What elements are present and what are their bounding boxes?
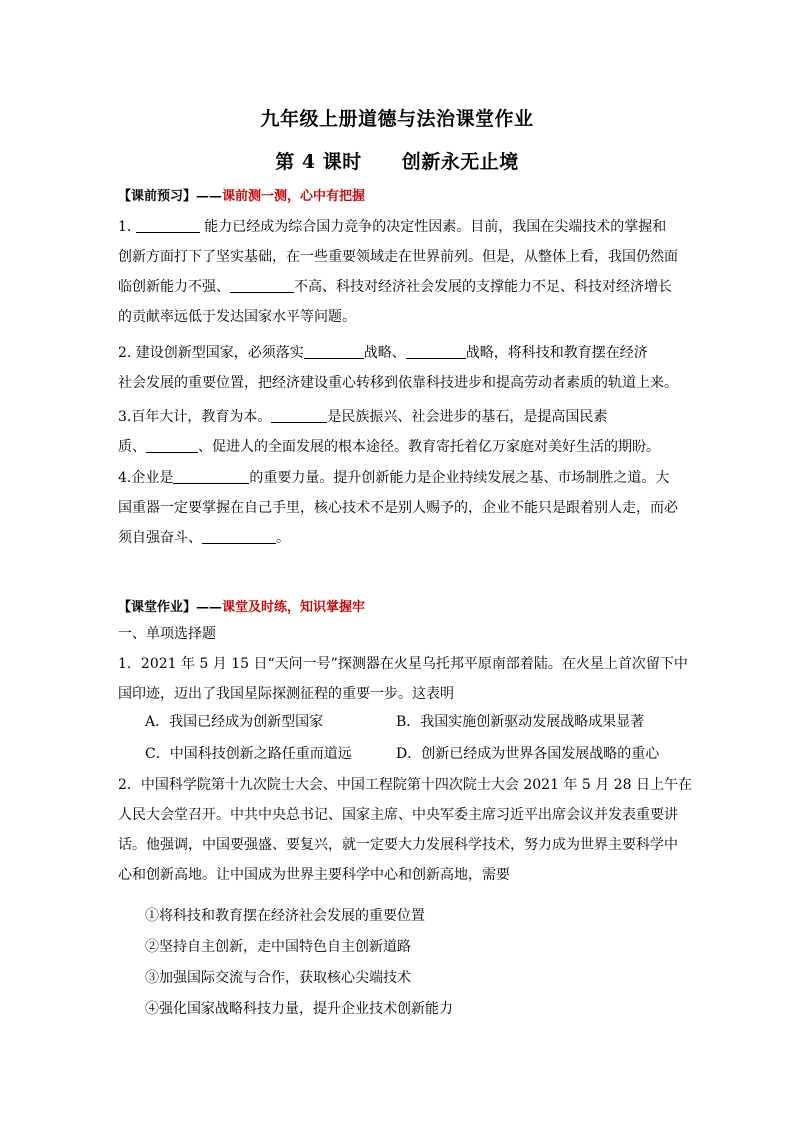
lesson-label: 第 4 课时 xyxy=(275,151,362,173)
statement-2: ②坚持自主创新，走中国特色自主创新道路 xyxy=(145,939,411,955)
classwork-header: 【课堂作业】——课堂及时练，知识掌握牢 xyxy=(118,600,366,615)
option-d[interactable]: D．创新已经成为世界各国发展战略的重心 xyxy=(396,746,660,762)
answer-blank[interactable] xyxy=(202,527,276,544)
preview-q1: 1. 能力已经成为综合国力竞争的决定性因素。目前，我国在尖端技术的掌握和 创新方面打下了坚实基础，在一些重要领域走在世界前列。但是，从整体上看，我国仍然面 临创新能力不强、 不高、科技对经济社会发展的支撑能力不足、科技对经济增长 的贡献率远低于发达国家水平等问题。 xyxy=(118,212,678,332)
document-title: 九年级上册道德与法治课堂作业 xyxy=(260,108,534,130)
question-1: 1．2021 年 5 月 15 日“天问一号”探测器在火星乌托邦平原南部着陆。在火星上首次留下中 国印迹，迈出了我国星际探测征程的重要一步。这表明 xyxy=(118,656,688,702)
preview-q2: 2. 建设创新型国家，必须落实 战略、 战略，将科技和教育摆在经济 社会发展的重要位置，把经济建设重心转移到依靠科技进步和提高劳动者素质的轨道上来。 xyxy=(118,338,678,398)
preview-q4: 4.企业是 的重要力量。提升创新能力是企业持续发展之基、市场制胜之道。大 国重器一定要掌握在自己手里，核心技术不是别人赐予的，企业不能只是跟着别人走，而必 须自强奋斗、 。 xyxy=(118,463,678,553)
option-a[interactable]: A．我国已经成为创新型国家 xyxy=(145,714,324,730)
answer-blank[interactable] xyxy=(304,342,364,359)
section-heading: 一、单项选择题 xyxy=(118,626,216,642)
lesson-title xyxy=(0,147,794,174)
answer-blank[interactable] xyxy=(173,467,249,484)
answer-blank[interactable] xyxy=(271,406,327,423)
option-c[interactable]: C．中国科技创新之路任重而道远 xyxy=(145,746,352,762)
answer-blank[interactable] xyxy=(230,276,294,293)
answer-blank[interactable] xyxy=(146,436,198,453)
answer-blank[interactable] xyxy=(136,216,200,233)
question-2: 2．中国科学院第十九次院士大会、中国工程院第十四次院士大会 2021 年 5 月 28 日上午在 人民大会堂召开。中共中央总书记、国家主席、中央军委主席习近平出席会议并发表重要讲 话。他强调，中国要强盛、要复兴，就一定要大力发展科学技术，努力成为世界主要科学中 心和创新高地。让中国成为世界主要科学中心和创新高地，需要 xyxy=(118,777,692,883)
preview-q3: 3.百年大计，教育为本。 是民族振兴、社会进步的基石，是提高国民素 质、 、促进人的全面发展的根本途径。教育寄托着亿万家庭对美好生活的期盼。 xyxy=(118,402,678,462)
option-b[interactable]: B．我国实施创新驱动发展战略成果显著 xyxy=(396,714,645,730)
answer-blank[interactable] xyxy=(406,342,466,359)
preview-header: 【课前预习】——课前测一测，心中有把握 xyxy=(118,189,366,204)
statement-3: ③加强国际交流与合作，获取核心尖端技术 xyxy=(145,970,411,986)
statement-4: ④强化国家战略科技力量，提升企业技术创新能力 xyxy=(145,1001,453,1017)
lesson-name: 创新永无止境 xyxy=(401,151,519,173)
statement-1: ①将科技和教育摆在经济社会发展的重要位置 xyxy=(145,908,425,924)
